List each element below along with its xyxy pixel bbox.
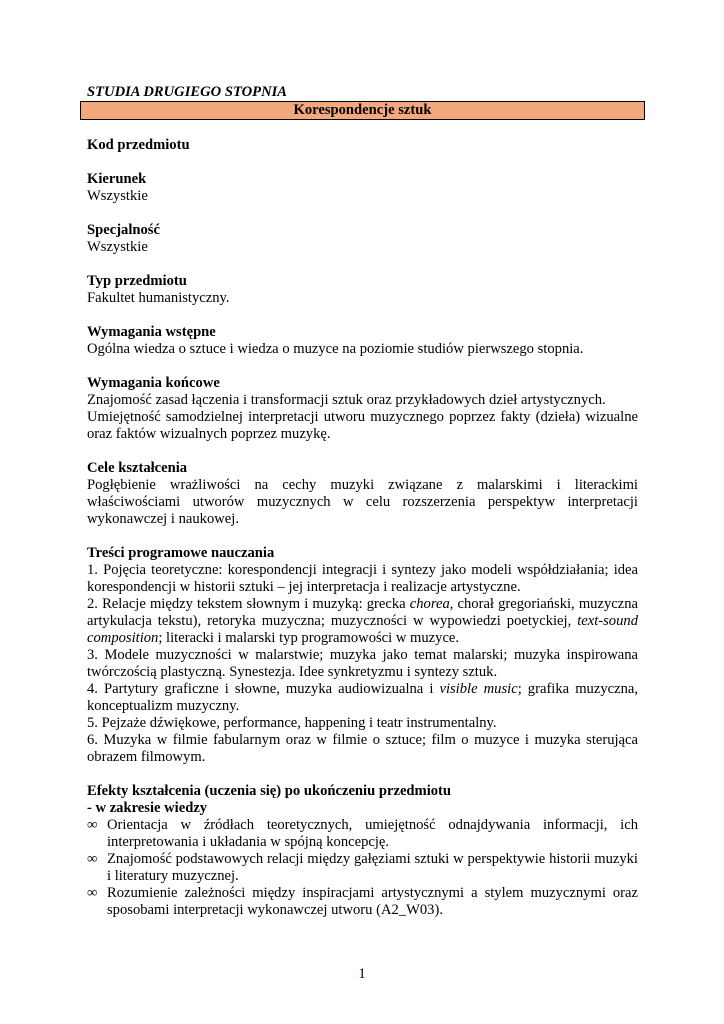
cele-ksztalcenia-heading: Cele kształcenia <box>87 460 188 476</box>
infinity-bullet-icon: ∞ <box>87 885 98 901</box>
kod-przedmiotu-heading: Kod przedmiotu <box>87 137 190 153</box>
kierunek-value: Wszystkie <box>87 188 148 204</box>
specjalnosc-value: Wszystkie <box>87 239 148 255</box>
tresci-programowe-heading: Treści programowe nauczania <box>87 545 275 561</box>
list-item: ∞ Orientacja w źródłach teoretycznych, umiejętność odnajdywania informacji, ich interpretowania i układania w spójną koncepcję. <box>87 817 638 850</box>
list-item: ∞ Rozumienie zależności między inspiracjami artystycznymi a stylem muzycznymi oraz sposobami interpretacji wykonawczej utworu (A2_W03). <box>87 885 638 918</box>
efekty-wiedza-subheading: - w zakresie wiedzy <box>87 800 208 816</box>
cele-ksztalcenia-value: Pogłębienie wrażliwości na cechy muzyki związane z malarskimi i literackimi właściwościami utworów muzycznych w celu rozszerzenia perspektyw interpretacji wykonawczej i naukowej. <box>87 477 638 527</box>
typ-przedmiotu-value: Fakultet humanistyczny. <box>87 290 230 306</box>
kierunek-heading: Kierunek <box>87 171 147 187</box>
list-item: ∞ Znajomość podstawowych relacji między gałęziami sztuki w perspektywie historii muzyki i literatury muzycznej. <box>87 851 638 884</box>
tresci-item: 1. Pojęcia teoretyczne: korespondencji integracji i syntezy jako modeli współdziałania; idea korespondencji w historii sztuki – jej interpretacja i realizacje artystyczne. <box>87 562 638 595</box>
typ-przedmiotu-heading: Typ przedmiotu <box>87 273 187 289</box>
page-number: 1 <box>358 966 366 982</box>
tresci-item: 6. Muzyka w filmie fabularnym oraz w filmie o sztuce; film o muzyce i muzyka sterująca obrazem filmowym. <box>87 732 638 765</box>
document-content <box>87 84 638 919</box>
specjalnosc-heading: Specjalność <box>87 222 160 238</box>
wymagania-koncowe-line: Znajomość zasad łączenia i transformacji sztuk oraz przykładowych dzieł artystycznych. <box>87 392 606 408</box>
infinity-bullet-icon: ∞ <box>87 851 98 867</box>
study-level-title: STUDIA DRUGIEGO STOPNIA <box>87 84 288 100</box>
wymagania-koncowe-line: Umiejętność samodzielnej interpretacji utworu muzycznego poprzez fakty (dzieła) wizualne oraz faktów wizualnych poprzez muzykę. <box>87 409 638 442</box>
course-title-banner: Korespondencje sztuk <box>80 101 645 120</box>
efekty-ksztalcenia-heading: Efekty kształcenia (uczenia się) po ukończeniu przedmiotu <box>87 783 452 799</box>
wymagania-wstepne-value: Ogólna wiedza o sztuce i wiedza o muzyce na poziomie studiów pierwszego stopnia. <box>87 341 584 357</box>
wymagania-koncowe-heading: Wymagania końcowe <box>87 375 220 391</box>
infinity-bullet-icon: ∞ <box>87 817 98 833</box>
wymagania-wstepne-heading: Wymagania wstępne <box>87 324 216 340</box>
efekty-bullet-list <box>87 817 638 919</box>
tresci-item: 2. Relacje między tekstem słownym i muzyką: grecka chorea, chorał gregoriański, muzyczna artykulacja tekstu), retoryka muzyczna; muzyczności w wypowiedzi poetyckiej, text-sound composition; literacki i malarski typ programowości w muzyce. <box>87 596 638 646</box>
tresci-item: 3. Modele muzyczności w malarstwie; muzyka jako temat malarski; muzyka inspirowana twórczością plastyczną. Synestezja. Idee synkretyzmu i syntezy sztuk. <box>87 647 638 680</box>
tresci-item: 5. Pejzaże dźwiękowe, performance, happening i teatr instrumentalny. <box>87 715 497 731</box>
tresci-item: 4. Partytury graficzne i słowne, muzyka audiowizualna i visible music; grafika muzyczna, konceptualizm muzyczny. <box>87 681 638 714</box>
